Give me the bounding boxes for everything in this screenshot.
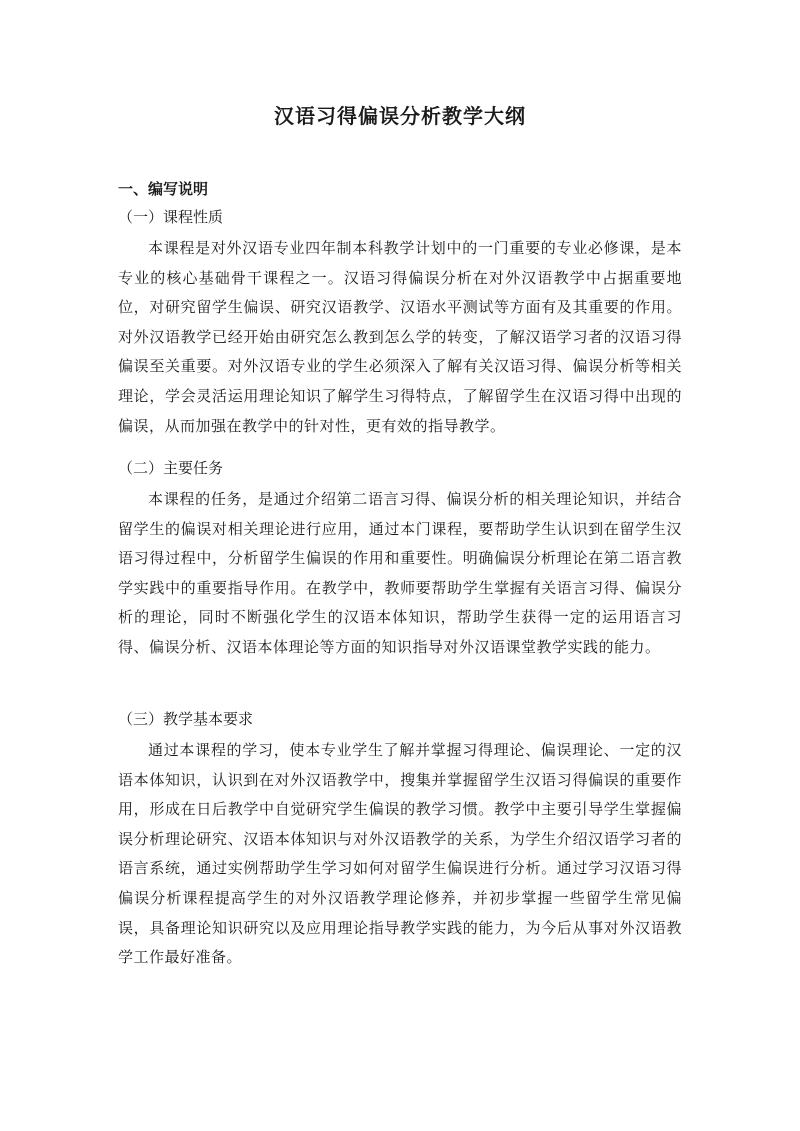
paragraph-course-nature: 本课程是对外汉语专业四年制本科教学计划中的一门重要的专业必修课，是本专业的核心基础骨干课程之一。汉语习得偏误分析在对外汉语教学中占据重要地位，对研究留学生偏误、研究汉语教学、汉语水平测试等方面有及其重要的作用。对外汉语教学已经开始由研究怎么教到怎么学的转变，了解汉语学习者的汉语习得偏误至关重要。对外汉语专业的学生必须深入了解有关汉语习得、偏误分析等相关理论，学会灵活运用理论知识了解学生习得特点，了解留学生在汉语习得中出现的偏误，从而加强在教学中的针对性，更有效的指导教学。 — [118, 239, 682, 435]
subsection-heading-main-tasks: （二）主要任务 — [118, 459, 224, 477]
paragraph-basic-requirements: 通过本课程的学习，使本专业学生了解并掌握习得理论、偏误理论、一定的汉语本体知识，认识到在对外汉语教学中，搜集并掌握留学生汉语习得偏误的重要作用，形成在日后教学中自觉研究学生偏误的教学习惯。教学中主要引导学生掌握偏误分析理论研究、汉语本体知识与对外汉语教学的关系，为学生介绍汉语学习者的语言系统，通过实例帮助学生学习如何对留学生偏误进行分析。通过学习汉语习得偏误分析课程提高学生的对外汉语教学理论修养，并初步掌握一些留学生常见偏误，具备理论知识研究以及应用理论指导教学实践的能力，为今后从事对外汉语教学工作最好准备。 — [118, 741, 682, 967]
paragraph-main-tasks: 本课程的任务，是通过介绍第二语言习得、偏误分析的相关理论知识，并结合留学生的偏误对相关理论进行应用，通过本门课程，要帮助学生认识到在留学生汉语习得过程中，分析留学生偏误的作用和重要性。明确偏误分析理论在第二语言教学实践中的重要指导作用。在教学中，教师要帮助学生掌握有关语言习得、偏误分析的理论，同时不断强化学生的汉语本体知识，帮助学生获得一定的运用语言习得、偏误分析、汉语本体理论等方面的知识指导对外汉语课堂教学实践的能力。 — [118, 490, 682, 656]
section-heading-1: 一、编写说明 — [118, 180, 209, 198]
subsection-heading-course-nature: （一）课程性质 — [118, 208, 224, 226]
document-title: 汉语习得偏误分析教学大纲 — [274, 104, 526, 128]
subsection-heading-basic-requirements: （三）教学基本要求 — [118, 710, 254, 728]
